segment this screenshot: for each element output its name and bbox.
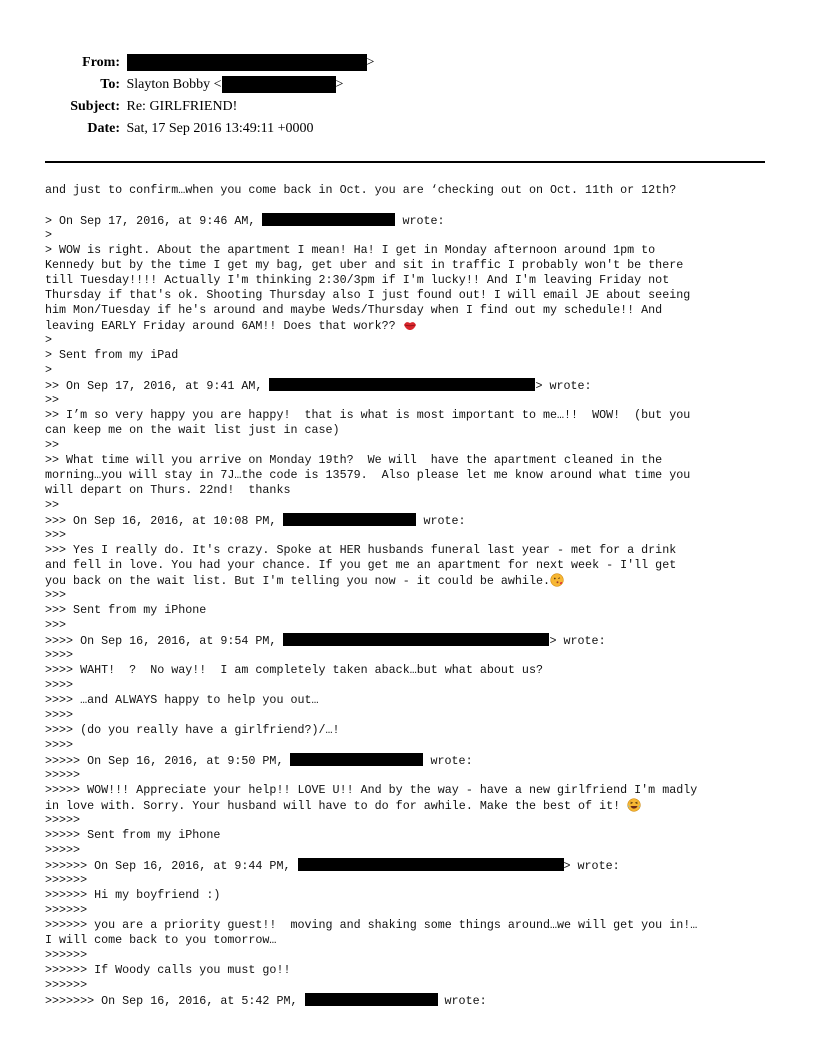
quote-header-text: >>> On Sep 16, 2016, at 10:08 PM, — [45, 514, 284, 528]
body-line: can keep me on the wait list just in case) — [45, 423, 340, 437]
email-body — [45, 183, 785, 1008]
redacted-from — [127, 54, 367, 71]
quote-header-line — [45, 213, 785, 228]
body-line: >>>>> — [45, 768, 81, 782]
header-divider — [45, 161, 765, 163]
redacted-sender — [283, 513, 416, 526]
from-label: From: — [82, 55, 120, 70]
body-line: > WOW is right. About the apartment I mean! Ha! I get in Monday afternoon around 1pm to — [45, 243, 656, 257]
body-line — [45, 798, 785, 813]
body-line: >>>>> — [45, 843, 81, 857]
from-close-bracket: > — [366, 55, 375, 70]
to-label: To: — [100, 77, 120, 92]
body-line: >>>>>> Hi my boyfriend :) — [45, 888, 221, 902]
body-line: I will come back to you tomorrow… — [45, 933, 277, 947]
date-label: Date: — [87, 121, 120, 136]
body-line: >> I’m so very happy you are happy! that is what is most important to me…!! WOW! (but you — [45, 408, 691, 422]
body-line: >>> Sent from my iPhone — [45, 603, 207, 617]
quote-header-text: > wrote: — [535, 379, 592, 393]
body-line: >>>> — [45, 708, 74, 722]
body-line: >>>> — [45, 648, 74, 662]
body-line: >>> — [45, 618, 67, 632]
quote-header-text: wrote: — [395, 214, 445, 228]
quote-header-line — [45, 378, 785, 393]
body-line: him Mon/Tuesday if he's around and maybe Weds/Thursday when I find out my schedule!! And — [45, 303, 663, 317]
subject-label: Subject: — [70, 99, 120, 114]
quote-header-text: wrote: — [437, 994, 487, 1008]
quote-header-text: wrote: — [416, 514, 466, 528]
body-line: >>>> — [45, 678, 74, 692]
from-row — [60, 54, 374, 72]
date-value: Sat, 17 Sep 2016 13:49:11 +0000 — [126, 121, 314, 136]
lips-emoji-icon — [403, 318, 417, 332]
kissing-face-emoji-icon — [550, 573, 564, 587]
body-line — [45, 318, 785, 333]
body-line: >>>>>> you are a priority guest!! moving and shaking some things around…we will get you in!… — [45, 918, 698, 932]
body-line: > — [45, 333, 53, 347]
subject-value: Re: GIRLFRIEND! — [126, 99, 238, 114]
quote-header-line — [45, 633, 785, 648]
body-line: >>>>> Sent from my iPhone — [45, 828, 221, 842]
body-line: >>>>>> If Woody calls you must go!! — [45, 963, 291, 977]
body-line: > Sent from my iPad — [45, 348, 179, 362]
redacted-sender — [305, 993, 438, 1006]
body-line: >> — [45, 498, 60, 512]
body-line: >>>> — [45, 738, 74, 752]
laughing-face-emoji-icon — [627, 798, 641, 812]
quote-header-line — [45, 513, 785, 528]
body-line — [45, 573, 785, 588]
body-line: >> — [45, 393, 60, 407]
body-line: >>> Yes I really do. It's crazy. Spoke at HER husbands funeral last year - met for a drink — [45, 543, 677, 557]
body-line: >>>>> — [45, 813, 81, 827]
date-row — [60, 120, 314, 138]
quote-header-text: wrote: — [423, 754, 473, 768]
body-line: Thursday if that's ok. Shooting Thursday also I just found out! I will email JE about seeing — [45, 288, 691, 302]
email-header — [0, 0, 816, 160]
to-row — [60, 76, 343, 94]
body-line — [45, 198, 785, 213]
body-line: and fell in love. You had your chance. If you get me an apartment for next week - I'll get — [45, 558, 677, 572]
quote-header-text: > wrote: — [549, 634, 606, 648]
body-line: >>> — [45, 528, 67, 542]
body-line: >>>>>> — [45, 873, 88, 887]
body-line: >>>>> WOW!!! Appreciate your help!! LOVE U!! And by the way - have a new girlfriend I'm madly — [45, 783, 698, 797]
body-line: > — [45, 363, 53, 377]
to-close-bracket: > — [335, 77, 344, 92]
quote-header-text: >>>>> On Sep 16, 2016, at 9:50 PM, — [45, 754, 291, 768]
body-line: >> What time will you arrive on Monday 19th? We will have the apartment cleaned in the — [45, 453, 663, 467]
quote-header-text: >>>>>>> On Sep 16, 2016, at 5:42 PM, — [45, 994, 305, 1008]
body-line: and just to confirm…when you come back in Oct. you are ‘checking out on Oct. 11th or 12th? — [45, 183, 677, 197]
body-line: will depart on Thurs. 22nd! thanks — [45, 483, 291, 497]
body-line: >>>>>> — [45, 978, 88, 992]
body-line: >>>> WAHT! ? No way!! I am completely taken aback…but what about us? — [45, 663, 543, 677]
quote-header-text: > On Sep 17, 2016, at 9:46 AM, — [45, 214, 263, 228]
redacted-sender — [283, 633, 549, 646]
quote-header-line — [45, 858, 785, 873]
body-line-text: you back on the wait list. But I'm telling you now - it could be awhile. — [45, 574, 550, 588]
quote-header-line — [45, 993, 785, 1008]
body-line: till Tuesday!!!! Actually I'm thinking 2:30/3pm if I'm lucky!! And I'm leaving Friday not — [45, 273, 670, 287]
quote-header-text: >>>> On Sep 16, 2016, at 9:54 PM, — [45, 634, 284, 648]
redacted-sender — [298, 858, 564, 871]
body-line: >>>> …and ALWAYS happy to help you out… — [45, 693, 319, 707]
subject-row — [60, 98, 237, 116]
body-line-text: in love with. Sorry. Your husband will have to do for awhile. Make the best of it! — [45, 799, 628, 813]
body-line: Kennedy but by the time I get my bag, get uber and sit in traffic I probably won't be there — [45, 258, 684, 272]
redacted-sender — [262, 213, 395, 226]
body-line: > — [45, 228, 53, 242]
redacted-sender — [269, 378, 535, 391]
body-line: >>>> (do you really have a girlfriend?)/…! — [45, 723, 340, 737]
quote-header-text: >> On Sep 17, 2016, at 9:41 AM, — [45, 379, 270, 393]
body-line: >>> — [45, 588, 67, 602]
body-line: >>>>>> — [45, 903, 88, 917]
to-value: Slayton Bobby < — [126, 77, 222, 92]
redacted-sender — [290, 753, 423, 766]
body-line: >> — [45, 438, 60, 452]
quote-header-line — [45, 753, 785, 768]
body-line: >>>>>> — [45, 948, 88, 962]
quote-header-text: > wrote: — [563, 859, 620, 873]
quote-header-text: >>>>>> On Sep 16, 2016, at 9:44 PM, — [45, 859, 298, 873]
redacted-to — [222, 76, 336, 93]
body-line: morning…you will stay in 7J…the code is 13579. Also please let me know around what time you — [45, 468, 691, 482]
body-line-text: leaving EARLY Friday around 6AM!! Does that work?? — [45, 319, 403, 333]
